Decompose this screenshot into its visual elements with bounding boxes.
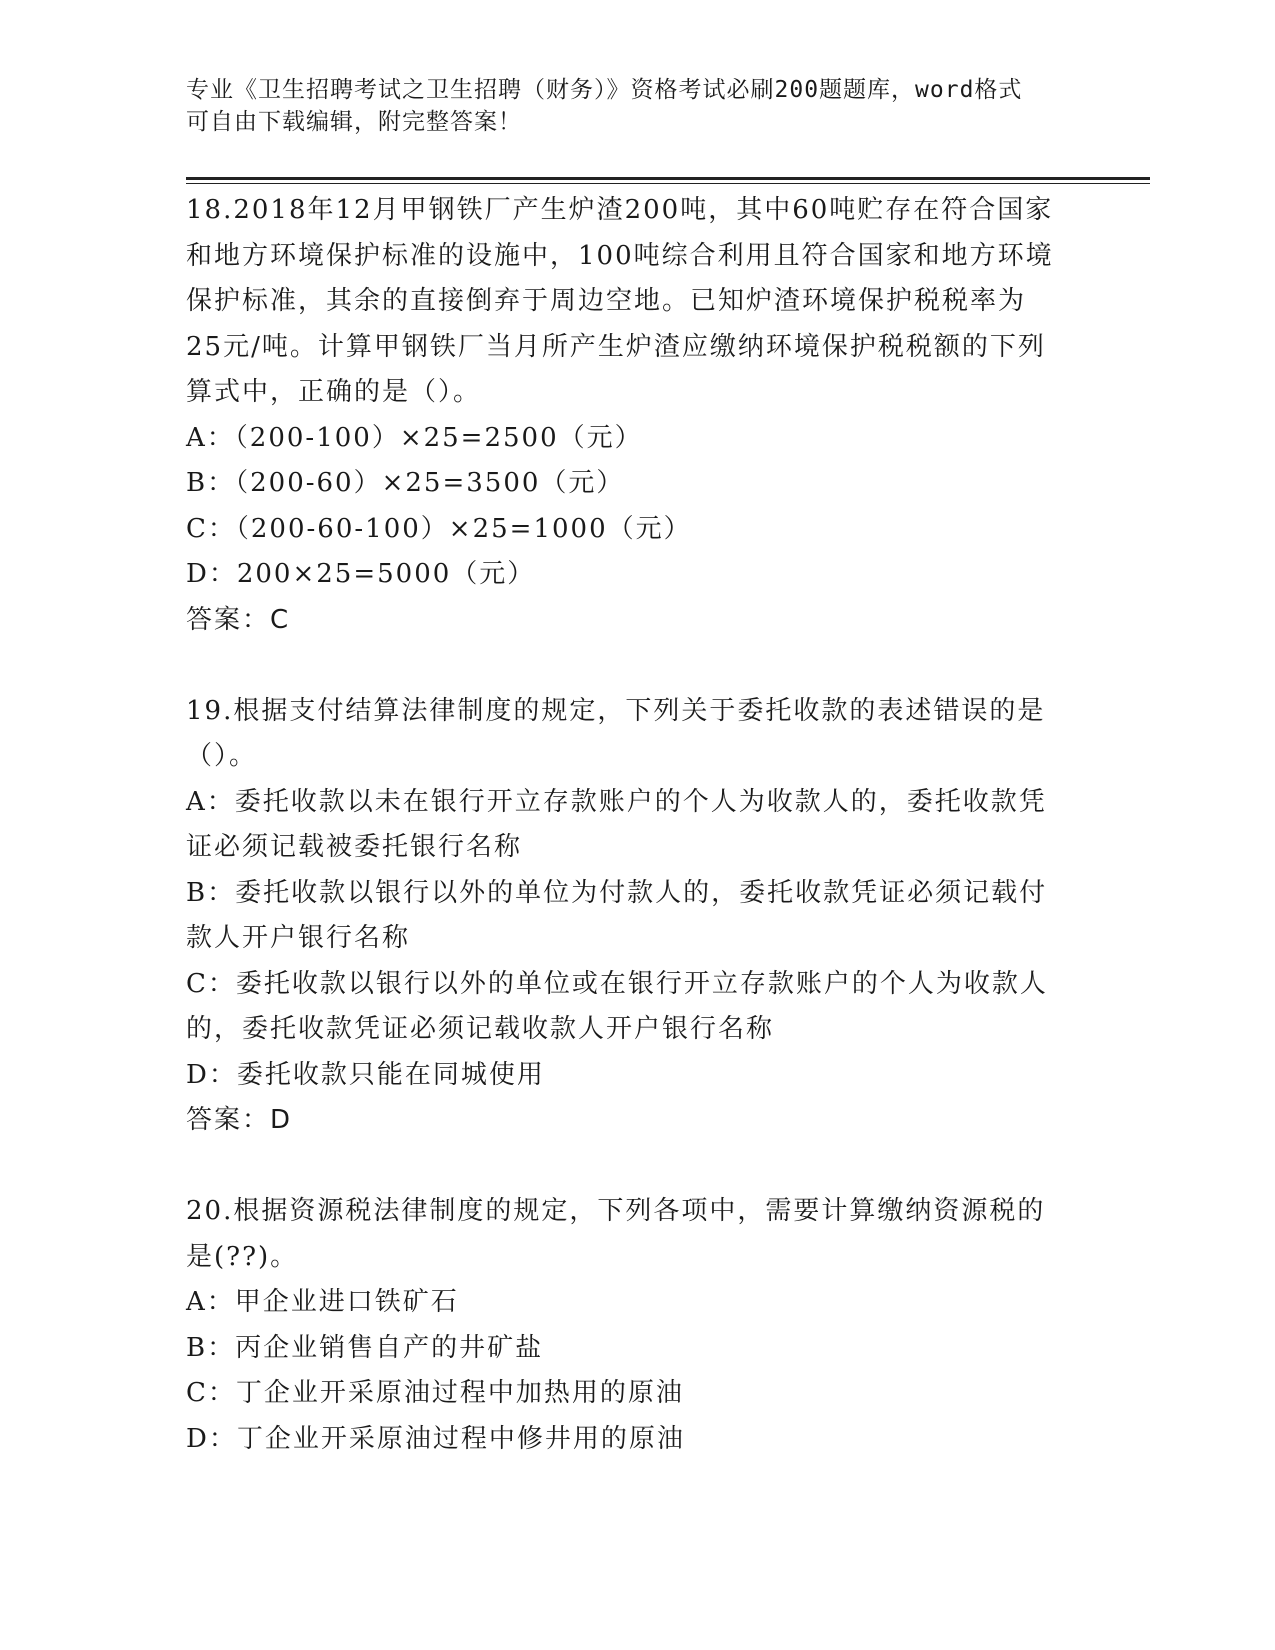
option-c: C：丁企业开采原油过程中加热用的原油 [186, 1378, 684, 1408]
question-stem-line: 保护标准，其余的直接倒弃于周边空地。已知炉渣环境保护税税率为 [186, 286, 1027, 316]
question-18 [186, 188, 1086, 643]
question-stem-line: 是(??)。 [186, 1241, 299, 1272]
option-a-continued: 证必须记载被委托银行名称 [186, 832, 523, 862]
option-d: D：委托收款只能在同城使用 [186, 1059, 545, 1090]
question-stem-line: 和地方环境保护标准的设施中，100吨综合利用且符合国家和地方环境 [186, 240, 1054, 271]
question-stem-line: 20.根据资源税法律制度的规定，下列各项中，需要计算缴纳资源税的 [186, 1196, 1046, 1226]
option-d: D：200×25=5000（元） [186, 559, 536, 589]
option-b: B：委托收款以银行以外的单位为付款人的，委托收款凭证必须记载付 [186, 877, 1048, 908]
header-title-line-2: 可自由下载编辑，附完整答案！ [186, 109, 522, 135]
option-c-continued: 的，委托收款凭证必须记载收款人开户银行名称 [186, 1014, 775, 1044]
option-b: B：丙企业销售自产的井矿盐 [186, 1332, 544, 1363]
question-spacer [186, 1144, 1086, 1190]
question-20 [186, 1189, 1086, 1462]
option-c: C：（200-60-100）×25=1000（元） [186, 513, 692, 544]
question-spacer [186, 643, 1086, 689]
question-stem-line: 18.2018年12月甲钢铁厂产生炉渣200吨，其中60吨贮存在符合国家 [186, 195, 1054, 225]
answer-label: 答案：C [186, 604, 291, 635]
document-header [186, 74, 1086, 138]
question-stem-line: （）。 [186, 741, 258, 771]
header-rule-thick [186, 177, 1150, 180]
option-c: C：委托收款以银行以外的单位或在银行开立存款账户的个人为收款人 [186, 968, 1048, 999]
question-19 [186, 689, 1086, 1144]
option-a: A：委托收款以未在银行开立存款账户的个人为收款人的，委托收款凭 [186, 786, 1047, 817]
option-a: A：甲企业进口铁矿石 [186, 1287, 459, 1317]
question-stem-line: 19.根据支付结算法律制度的规定，下列关于委托收款的表述错误的是 [186, 695, 1046, 726]
question-stem-line: 算式中，正确的是（）。 [186, 377, 482, 407]
option-b: B：（200-60）×25=3500（元） [186, 468, 625, 498]
question-list [186, 188, 1086, 1462]
option-a: A：（200-100）×25=2500（元） [186, 422, 643, 453]
option-b-continued: 款人开户银行名称 [186, 923, 411, 953]
header-rule-thin [186, 183, 1150, 184]
header-title-line-1: 专业《卫生招聘考试之卫生招聘（财务）》资格考试必刷200题题库，word格式 [186, 77, 1023, 103]
option-d: D：丁企业开采原油过程中修井用的原油 [186, 1423, 685, 1454]
answer-label: 答案：D [186, 1105, 293, 1135]
question-stem-line: 25元/吨。计算甲钢铁厂当月所产生炉渣应缴纳环境保护税税额的下列 [186, 331, 1046, 362]
